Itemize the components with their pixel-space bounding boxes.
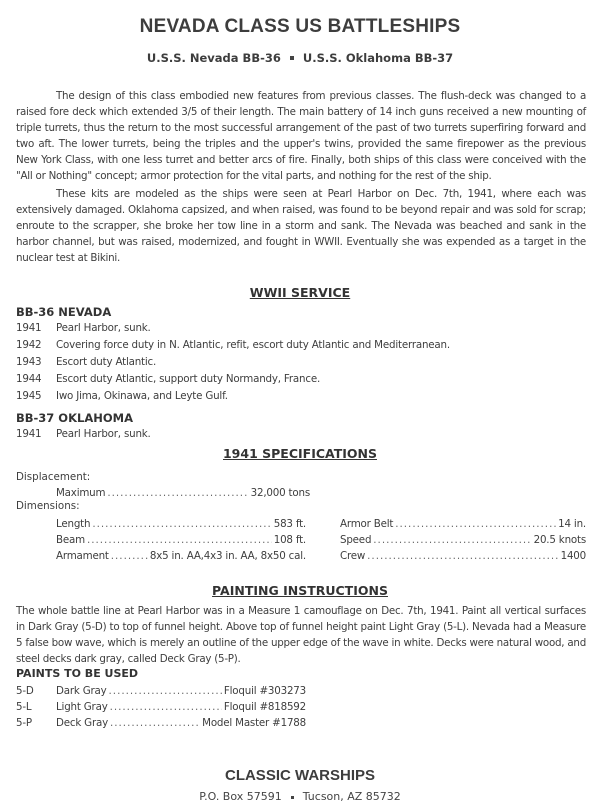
spec-label: Speed <box>340 534 372 546</box>
painting-heading: PAINTING INSTRUCTIONS <box>212 583 388 598</box>
ship-name-oklahoma: BB-37 OKLAHOMA <box>16 411 133 425</box>
spec-label: Maximum <box>56 487 106 499</box>
spec-row-crew <box>340 550 586 562</box>
service-entry <box>16 356 156 368</box>
po-box: P.O. Box 57591 <box>199 790 282 803</box>
paint-product: Floquil #818592 <box>223 701 306 713</box>
displacement-label: Displacement: <box>16 471 91 483</box>
intro-paragraph-1-text: The design of this class embodied new features from previous classes. The flush-deck was changed to a raised fore deck which extended 3/5 of their length. The main battery of 14 inch guns received a new mounting of triple turrets, thus the return to the most successful arrangement of the past of two turrets superfiring forward and two aft. The lower turrets, being the triples and the upper's twins, provided the same firepower as the previous New York Class, with one less turret and better arcs of fire. Finally, both ships of this class were conceived with the "All or Nothing" concept; armor protection for the vital parts, and nothing for the rest of the ship. <box>16 90 586 183</box>
spec-label: Armor Belt <box>340 518 394 530</box>
paint-product: Model Master #1788 <box>202 717 306 729</box>
service-text: Covering force duty in N. Atlantic, refit, escort duty Atlantic and Mediterranean. <box>56 339 450 351</box>
dimensions-label: Dimensions: <box>16 500 80 512</box>
service-text: Iwo Jima, Okinawa, and Leyte Gulf. <box>56 390 228 402</box>
spec-label: Beam <box>56 534 85 546</box>
service-year: 1942 <box>16 339 42 351</box>
service-year: 1941 <box>16 428 42 440</box>
subtitle <box>0 51 600 65</box>
city-state-zip: Tucson, AZ 85732 <box>302 790 401 803</box>
company-address <box>0 790 600 803</box>
service-entry <box>16 390 228 402</box>
spec-row-armament <box>56 550 306 562</box>
spec-label: Armament <box>56 550 109 562</box>
paints-heading: PAINTS TO BE USED <box>16 667 139 680</box>
intro-paragraph-2 <box>16 186 586 266</box>
spec-value: 1400 <box>560 550 586 562</box>
specs-heading: 1941 SPECIFICATIONS <box>222 446 377 461</box>
spec-value: 14 in. <box>558 518 586 530</box>
paint-code: 5-L <box>16 701 32 713</box>
spec-row-maximum <box>56 487 310 499</box>
spec-value: 8x5 in. AA,4x3 in. AA, 8x50 cal. <box>149 550 306 562</box>
page-title: NEVADA CLASS US BATTLESHIPS <box>139 16 461 37</box>
spec-row-armor-belt <box>340 518 586 530</box>
service-year: 1945 <box>16 390 42 402</box>
ship-1-label: U.S.S. Nevada BB-36 <box>146 51 281 65</box>
paint-row <box>16 717 306 729</box>
spec-row-beam <box>56 534 306 546</box>
painting-paragraph: The whole battle line at Pearl Harbor was in a Measure 1 camouflage on Dec. 7th, 1941. Paint all vertical surfaces in Dark Gray (5-D) to top of funnel height. Above top of funnel height paint Light Gray (5-L). Nevada had a Measure 5 false bow wave, which is merely an outline of the upper edge of the wave in white. Decks were natural wood, and steel decks dark gray, called Deck Gray (5-P). <box>16 605 586 666</box>
spec-row-speed <box>340 534 586 546</box>
spec-value: 108 ft. <box>273 534 306 546</box>
spec-value: 20.5 knots <box>533 534 586 546</box>
service-year: 1941 <box>16 322 42 334</box>
paint-code: 5-P <box>16 717 32 729</box>
service-year: 1943 <box>16 356 42 368</box>
service-entry <box>16 428 151 440</box>
paint-row <box>16 701 306 713</box>
paint-name: Light Gray <box>56 701 108 713</box>
spec-label: Length <box>56 518 91 530</box>
service-entry <box>16 339 450 351</box>
intro-paragraph-2-text: These kits are modeled as the ships were seen at Pearl Harbor on Dec. 7th, 1941, where each was extensively damaged. Oklahoma capsized, and when raised, was found to be beyond repair and was sold for scrap; enroute to the scrapper, she broke her tow line in a storm and sank. The Nevada was beached and sank in the harbor channel, but was raised, modernized, and fought in WWII. Eventually she was expended as a target in the nuclear test at Bikini. <box>16 188 586 265</box>
paint-name: Dark Gray <box>56 685 107 697</box>
bullet-separator <box>291 796 294 799</box>
spec-label: Crew <box>340 550 366 562</box>
paint-row <box>16 685 306 697</box>
ship-2-label: U.S.S. Oklahoma BB-37 <box>302 51 454 65</box>
service-text: Pearl Harbor, sunk. <box>56 322 151 334</box>
service-text: Escort duty Atlantic. <box>56 356 157 368</box>
service-year: 1944 <box>16 373 42 385</box>
spec-row-length <box>56 518 306 530</box>
service-text: Escort duty Atlantic, support duty Normandy, France. <box>56 373 321 385</box>
intro-paragraph-1 <box>16 88 586 185</box>
service-text: Pearl Harbor, sunk. <box>56 428 151 440</box>
spec-value: 583 ft. <box>273 518 306 530</box>
company-name: CLASSIC WARSHIPS <box>224 767 375 784</box>
bullet-separator <box>290 56 294 60</box>
paint-code: 5-D <box>16 685 34 697</box>
spec-value: 32,000 tons <box>250 487 310 499</box>
ship-name-nevada: BB-36 NEVADA <box>16 305 112 319</box>
paint-product: Floquil #303273 <box>223 685 306 697</box>
service-entry <box>16 373 320 385</box>
service-heading: WWII SERVICE <box>249 285 351 300</box>
service-entry <box>16 322 151 334</box>
paint-name: Deck Gray <box>56 717 108 729</box>
